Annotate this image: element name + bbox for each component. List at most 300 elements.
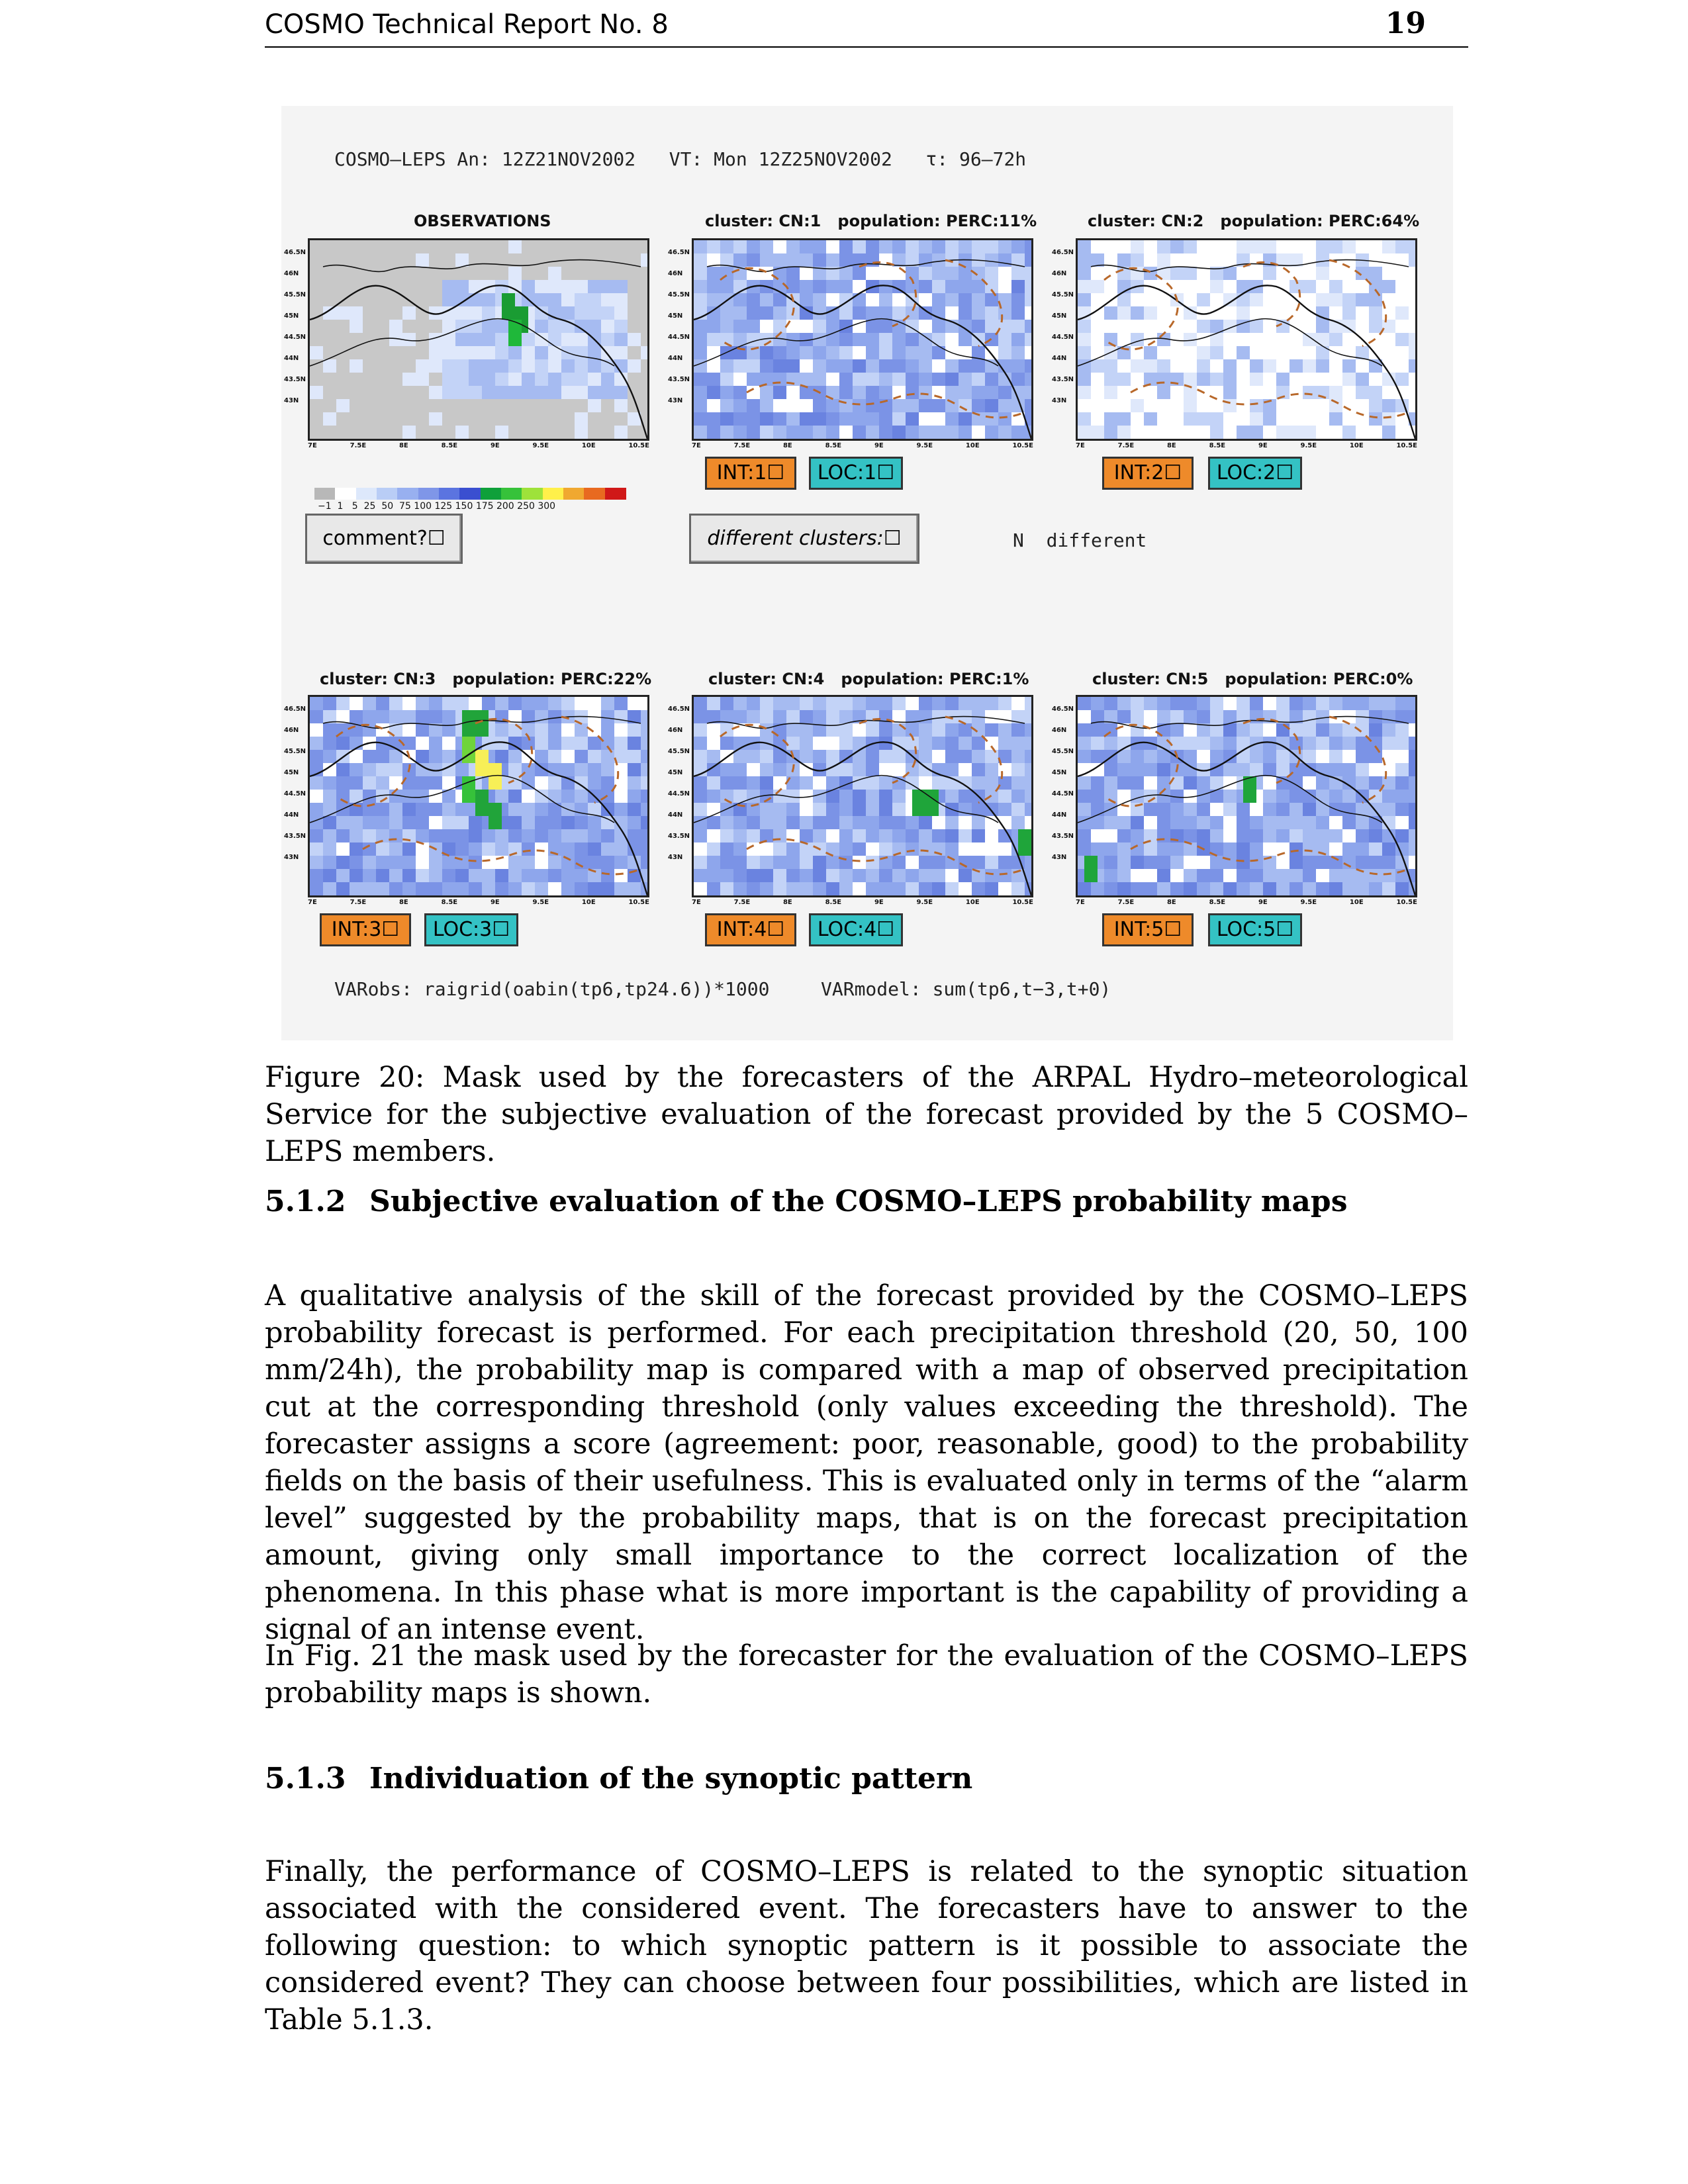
grid-cell — [945, 333, 959, 346]
grid-cell — [919, 373, 932, 386]
grid-cell — [1276, 697, 1289, 710]
grid-cell — [786, 346, 800, 359]
grid-cell — [429, 869, 442, 882]
grid-cell — [495, 333, 508, 346]
grid-cell — [1342, 373, 1356, 386]
grid-cell — [1263, 333, 1276, 346]
grid-cell — [1329, 750, 1342, 763]
grid-cell — [575, 426, 588, 439]
grid-cell — [1131, 320, 1144, 333]
grid-cell — [416, 346, 429, 359]
grid-cell — [879, 829, 892, 842]
grid-cell — [1316, 293, 1329, 306]
grid-cell — [866, 803, 879, 816]
grid-cell — [773, 359, 786, 373]
grid-cell — [455, 280, 469, 293]
grid-cell — [1263, 882, 1276, 895]
grid-cell — [839, 240, 853, 253]
grid-cell — [535, 869, 548, 882]
grid-cell — [1091, 320, 1104, 333]
grid-cell — [429, 386, 442, 399]
comment-button[interactable]: comment?☐ — [305, 514, 463, 564]
grid-cell — [389, 882, 402, 895]
grid-cell — [1382, 790, 1395, 803]
grid-cell — [932, 426, 945, 439]
grid-cell — [800, 776, 813, 790]
grid-cell — [363, 829, 376, 842]
grid-cell — [1197, 829, 1210, 842]
grid-cell — [310, 240, 323, 253]
grid-cell — [906, 267, 919, 280]
loc-2-button[interactable]: LOC:2☐ — [1208, 457, 1302, 490]
grid-cell — [1025, 280, 1031, 293]
grid-cell — [1303, 750, 1316, 763]
grid-cell — [1210, 240, 1223, 253]
grid-cell — [416, 280, 429, 293]
grid-cell — [350, 697, 363, 710]
grid-cell — [1289, 697, 1303, 710]
grid-cell — [747, 869, 760, 882]
grid-cell — [588, 856, 601, 869]
grid-cell — [1144, 750, 1157, 763]
grid-cell — [482, 333, 495, 346]
grid-cell — [628, 829, 641, 842]
grid-cell — [1342, 240, 1356, 253]
grid-cell — [760, 240, 773, 253]
grid-cell — [839, 816, 853, 829]
grid-cell — [628, 776, 641, 790]
grid-cell — [336, 737, 350, 750]
grid-cell — [628, 790, 641, 803]
grid-cell — [866, 697, 879, 710]
grid-cell — [760, 763, 773, 776]
grid-cell — [1197, 280, 1210, 293]
grid-cell — [1250, 869, 1263, 882]
grid-cell — [402, 842, 416, 856]
grid-cell — [1078, 346, 1091, 359]
grid-cell — [826, 280, 839, 293]
int-4-button[interactable]: INT:4☐ — [705, 913, 796, 946]
grid-cell — [641, 280, 647, 293]
lon-tick: 10.5E — [1012, 899, 1033, 906]
grid-cell — [1210, 856, 1223, 869]
grid-cell — [628, 267, 641, 280]
grid-cell — [1170, 816, 1184, 829]
grid-cell — [455, 882, 469, 895]
grid-cell — [1289, 856, 1303, 869]
grid-cell — [561, 723, 575, 737]
grid-cell — [945, 306, 959, 320]
loc-5-button[interactable]: LOC:5☐ — [1208, 913, 1302, 946]
grid-cell — [376, 426, 389, 439]
grid-cell — [1316, 333, 1329, 346]
figure-20 — [281, 106, 1453, 1040]
grid-cell — [1382, 399, 1395, 412]
grid-cell — [641, 240, 647, 253]
map-panel-cluster-1 — [668, 238, 1033, 449]
grid-cell — [747, 253, 760, 267]
grid-cell — [628, 750, 641, 763]
grid-cell — [614, 320, 628, 333]
panel-title-observations: OBSERVATIONS — [414, 212, 551, 230]
grid-cell — [1263, 723, 1276, 737]
grid-cell — [1011, 333, 1025, 346]
grid-cell — [1369, 869, 1382, 882]
grid-cell — [1289, 842, 1303, 856]
grid-cell — [1303, 790, 1316, 803]
grid-cell — [561, 240, 575, 253]
grid-cell — [800, 280, 813, 293]
grid-cell — [892, 763, 906, 776]
grid-cell — [773, 306, 786, 320]
lat-tick: 44.5N — [1052, 334, 1074, 341]
grid-cell — [628, 320, 641, 333]
grid-cell — [1144, 869, 1157, 882]
grid-cell — [588, 737, 601, 750]
grid-cell — [1382, 697, 1395, 710]
grid-cell — [720, 763, 733, 776]
grid-cell — [535, 386, 548, 399]
grid-cell — [522, 816, 535, 829]
grid-cell — [455, 829, 469, 842]
grid-cell — [416, 763, 429, 776]
grid-cell — [945, 240, 959, 253]
grid-cell — [747, 829, 760, 842]
grid-cell — [323, 723, 336, 737]
grid-cell — [561, 697, 575, 710]
grid-cell — [614, 306, 628, 320]
grid-cell — [1170, 882, 1184, 895]
grid-cell — [469, 333, 482, 346]
grid-cell — [1276, 763, 1289, 776]
grid-cell — [707, 426, 720, 439]
grid-cell — [1263, 240, 1276, 253]
section-heading-5-1-2 — [265, 1185, 1347, 1218]
grid-cell — [1078, 267, 1091, 280]
grid-cell — [959, 697, 972, 710]
grid-cell — [336, 412, 350, 426]
grid-cell — [826, 816, 839, 829]
grid-cell — [853, 359, 866, 373]
grid-cell — [932, 320, 945, 333]
grid-cell — [548, 359, 561, 373]
lon-tick: 9E — [1258, 899, 1268, 906]
grid-cell — [760, 869, 773, 882]
latitude-ticks — [668, 242, 690, 412]
grid-cell — [1091, 346, 1104, 359]
grid-cell — [1303, 737, 1316, 750]
grid-cell — [455, 803, 469, 816]
grid-cell — [879, 426, 892, 439]
run-info-line: COSMO–LEPS An: 12Z21NOV2002 VT: Mon 12Z25NOV2002 τ: 96–72h — [334, 148, 1027, 170]
grid-cell — [1303, 723, 1316, 737]
grid-cell — [1409, 306, 1415, 320]
grid-cell — [720, 412, 733, 426]
grid-cell — [1197, 373, 1210, 386]
n-different-label: N different — [1013, 529, 1147, 551]
grid-cell — [1157, 710, 1170, 723]
grid-cell — [310, 710, 323, 723]
grid-cell — [575, 750, 588, 763]
grid-cell — [813, 737, 826, 750]
int-3-button[interactable]: INT:3☐ — [320, 913, 411, 946]
grid-cell — [1104, 697, 1117, 710]
grid-cell — [389, 842, 402, 856]
grid-cell — [1395, 829, 1409, 842]
grid-cell — [442, 240, 455, 253]
grid-cell — [442, 856, 455, 869]
lon-tick: 9.5E — [916, 442, 933, 449]
grid-cell — [972, 306, 985, 320]
grid-cell — [323, 359, 336, 373]
grid-cell — [402, 426, 416, 439]
grid-cell — [1223, 763, 1237, 776]
loc-3-button[interactable]: LOC:3☐ — [424, 913, 518, 946]
grid-cell — [1104, 763, 1117, 776]
grid-cell — [1303, 320, 1316, 333]
grid-cell — [932, 412, 945, 426]
grid-cell — [1382, 253, 1395, 267]
grid-cell — [1025, 803, 1031, 816]
grid-cell — [1250, 856, 1263, 869]
grid-cell — [853, 240, 866, 253]
grid-cell — [1303, 240, 1316, 253]
grid-cell — [575, 790, 588, 803]
grid-cell — [1369, 320, 1382, 333]
grid-cell — [720, 320, 733, 333]
grid-cell — [1409, 842, 1415, 856]
grid-cell — [1316, 373, 1329, 386]
grid-cell — [1210, 426, 1223, 439]
grid-cell — [906, 240, 919, 253]
lat-tick: 45.5N — [668, 291, 690, 298]
grid-cell — [1342, 386, 1356, 399]
grid-cell — [1117, 426, 1131, 439]
grid-cell — [588, 399, 601, 412]
grid-cell — [1409, 737, 1415, 750]
grid-cell — [1117, 253, 1131, 267]
grid-cell — [495, 240, 508, 253]
grid-cell — [932, 346, 945, 359]
grid-cell — [389, 412, 402, 426]
grid-cell — [707, 267, 720, 280]
grid-cell — [800, 882, 813, 895]
grid-cell — [641, 267, 647, 280]
grid-cell — [694, 267, 707, 280]
grid-cell — [919, 697, 932, 710]
grid-cell — [402, 882, 416, 895]
grid-cell — [972, 280, 985, 293]
grid-cell — [707, 386, 720, 399]
grid-cell — [482, 346, 495, 359]
loc-1-button[interactable]: LOC:1☐ — [809, 457, 903, 490]
lat-tick: 43N — [668, 854, 683, 861]
grid-cell — [1210, 253, 1223, 267]
grid-cell — [1382, 426, 1395, 439]
section-number: 5.1.3 — [265, 1762, 346, 1796]
grid-cell — [628, 697, 641, 710]
grid-cell — [998, 412, 1011, 426]
grid-cell — [694, 399, 707, 412]
grid-cell — [733, 426, 747, 439]
grid-cell — [429, 346, 442, 359]
grid-cell — [1316, 737, 1329, 750]
grid-cell — [1078, 776, 1091, 790]
grid-cell — [1342, 426, 1356, 439]
grid-cell — [1223, 306, 1237, 320]
grid-cell — [800, 816, 813, 829]
longitude-ticks — [308, 442, 649, 449]
lat-tick: 43N — [1052, 397, 1067, 404]
grid-cell — [839, 373, 853, 386]
grid-cell — [1131, 882, 1144, 895]
grid-cell — [813, 710, 826, 723]
grid-cell — [1091, 412, 1104, 426]
different-clusters-button[interactable]: different clusters:☐ — [689, 514, 919, 564]
grid-cell — [1250, 710, 1263, 723]
grid-cell — [972, 320, 985, 333]
grid-cell — [1303, 293, 1316, 306]
grid-cell — [641, 359, 647, 373]
grid-cell — [866, 790, 879, 803]
grid-cell — [985, 306, 998, 320]
grid-cell — [1011, 737, 1025, 750]
section-title: Subjective evaluation of the COSMO–LEPS probability maps — [369, 1185, 1348, 1218]
grid-cell — [1329, 280, 1342, 293]
grid-cell — [1237, 856, 1250, 869]
grid-cell — [1157, 803, 1170, 816]
grid-cell — [548, 737, 561, 750]
grid-cell — [1329, 426, 1342, 439]
grid-cell — [601, 882, 614, 895]
grid-cell — [1250, 816, 1263, 829]
grid-cell — [1356, 882, 1369, 895]
grid-cell — [402, 280, 416, 293]
grid-cell — [1144, 723, 1157, 737]
grid-cell — [416, 750, 429, 763]
grid-cell — [1011, 750, 1025, 763]
grid-cell — [641, 306, 647, 320]
grid-cell — [839, 882, 853, 895]
grid-cell — [1170, 723, 1184, 737]
grid-cell — [932, 697, 945, 710]
grid-cell — [1263, 697, 1276, 710]
grid-cell — [1250, 842, 1263, 856]
grid-cell — [1316, 723, 1329, 737]
grid-cell — [323, 267, 336, 280]
grid-cell — [1197, 710, 1210, 723]
grid-cell — [310, 293, 323, 306]
grid-cell — [1276, 750, 1289, 763]
grid-cell — [548, 293, 561, 306]
loc-4-button[interactable]: LOC:4☐ — [809, 913, 903, 946]
lat-tick: 46.5N — [284, 705, 306, 713]
grid-cell — [998, 803, 1011, 816]
grid-cell — [389, 240, 402, 253]
grid-cell — [1117, 816, 1131, 829]
map-panel-cluster-3 — [284, 695, 649, 906]
precipitation-map — [310, 240, 647, 439]
grid-cell — [826, 399, 839, 412]
grid-cell — [508, 373, 522, 386]
grid-cell — [601, 776, 614, 790]
grid-cell — [641, 346, 647, 359]
grid-cell — [747, 333, 760, 346]
grid-cell — [1131, 763, 1144, 776]
grid-cell — [760, 412, 773, 426]
grid-cell — [985, 426, 998, 439]
grid-cell — [561, 359, 575, 373]
grid-cell — [601, 333, 614, 346]
grid-cell — [773, 386, 786, 399]
grid-cell — [906, 816, 919, 829]
grid-cell — [707, 723, 720, 737]
map-frame — [1076, 695, 1417, 897]
grid-cell — [442, 253, 455, 267]
grid-cell — [919, 869, 932, 882]
grid-cell — [720, 373, 733, 386]
grid-cell — [1250, 240, 1263, 253]
grid-cell — [932, 816, 945, 829]
grid-cell — [694, 842, 707, 856]
grid-cell — [1395, 306, 1409, 320]
int-2-button[interactable]: INT:2☐ — [1102, 457, 1194, 490]
grid-cell — [919, 829, 932, 842]
grid-cell — [1078, 293, 1091, 306]
int-1-button[interactable]: INT:1☐ — [705, 457, 796, 490]
grid-cell — [323, 412, 336, 426]
grid-cell — [469, 240, 482, 253]
high-precip-cell — [462, 710, 475, 737]
grid-cell — [402, 306, 416, 320]
grid-cell — [1223, 267, 1237, 280]
lat-tick: 43.5N — [284, 833, 306, 840]
grid-cell — [853, 399, 866, 412]
grid-cell — [1091, 737, 1104, 750]
grid-cell — [959, 842, 972, 856]
grid-cell — [1197, 856, 1210, 869]
int-5-button[interactable]: INT:5☐ — [1102, 913, 1194, 946]
grid-cell — [853, 869, 866, 882]
lon-tick: 7.5E — [1117, 442, 1135, 449]
grid-cell — [389, 346, 402, 359]
grid-cell — [773, 803, 786, 816]
grid-cell — [786, 412, 800, 426]
grid-cell — [760, 320, 773, 333]
grid-cell — [601, 723, 614, 737]
grid-cell — [1263, 306, 1276, 320]
grid-cell — [350, 816, 363, 829]
grid-cell — [310, 842, 323, 856]
grid-cell — [694, 293, 707, 306]
grid-cell — [522, 280, 535, 293]
grid-cell — [773, 776, 786, 790]
grid-cell — [773, 697, 786, 710]
grid-cell — [1369, 412, 1382, 426]
grid-cell — [1289, 816, 1303, 829]
grid-cell — [548, 346, 561, 359]
grid-cell — [310, 412, 323, 426]
grid-cell — [1223, 790, 1237, 803]
longitude-ticks — [308, 899, 649, 906]
grid-cell — [323, 346, 336, 359]
grid-cell — [1117, 763, 1131, 776]
grid-cell — [482, 306, 495, 320]
grid-cell — [323, 882, 336, 895]
grid-cell — [614, 240, 628, 253]
grid-cell — [535, 842, 548, 856]
grid-cell — [628, 723, 641, 737]
